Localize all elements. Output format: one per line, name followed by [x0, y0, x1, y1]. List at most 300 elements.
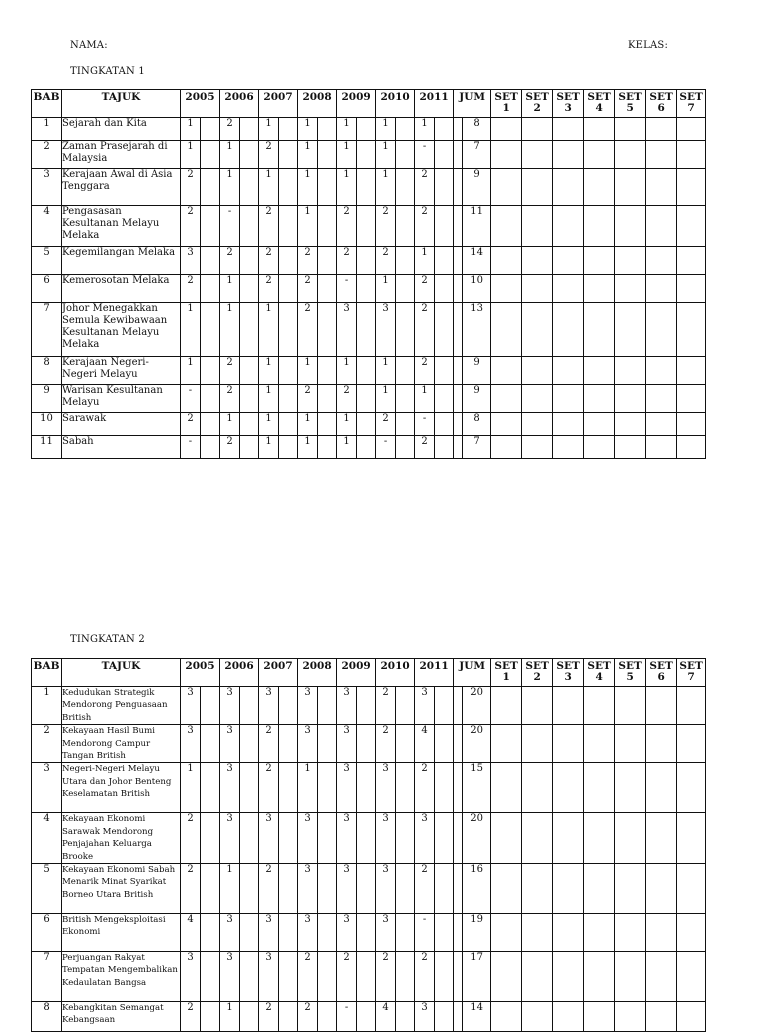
set-4-cell[interactable] [584, 763, 615, 813]
jum-blank [454, 303, 463, 357]
year-2009-value: 3 [337, 763, 357, 813]
set-7-cell[interactable] [677, 813, 706, 864]
year-2009-blank [357, 206, 376, 247]
year-2007-blank [279, 1002, 298, 1032]
year-2010-value: 3 [376, 813, 396, 864]
year-2005-value: 2 [181, 206, 201, 247]
col-header-jum: JUM [454, 90, 491, 118]
set-2-cell[interactable] [522, 436, 553, 459]
year-2011-blank [435, 763, 454, 813]
tajuk-cell: Kerajaan Negeri-Negeri Melayu [62, 357, 181, 385]
year-2008-value: 3 [298, 813, 318, 864]
set-1-cell[interactable] [491, 413, 522, 436]
set-7-cell[interactable] [677, 141, 706, 169]
set-6-cell[interactable] [646, 275, 677, 303]
year-2011-value: 3 [415, 1002, 435, 1032]
table-row [32, 813, 706, 864]
set-3-cell[interactable] [553, 763, 584, 813]
tajuk-cell: Kekayaan Ekonomi Sabah Menarik Minat Syarikat Borneo Utara British [62, 864, 181, 914]
set-1-cell[interactable] [491, 725, 522, 763]
set-4-cell[interactable] [584, 303, 615, 357]
set-3-cell[interactable] [553, 303, 584, 357]
set-7-cell[interactable] [677, 275, 706, 303]
set-7-cell[interactable] [677, 952, 706, 1002]
year-2011-value: 2 [415, 864, 435, 914]
year-2010-blank [396, 303, 415, 357]
year-2008-blank [318, 813, 337, 864]
year-2011-blank [435, 1002, 454, 1032]
col-header-set-6: SET 6 [646, 90, 677, 118]
year-2009-value: 3 [337, 864, 357, 914]
set-2-cell[interactable] [522, 303, 553, 357]
set-2-cell[interactable] [522, 952, 553, 1002]
year-2010-blank [396, 141, 415, 169]
year-2010-blank [396, 725, 415, 763]
year-2011-blank [435, 275, 454, 303]
set-1-cell[interactable] [491, 1002, 522, 1032]
table-row [32, 275, 706, 303]
year-2009-value: 2 [337, 206, 357, 247]
table-row [32, 952, 706, 1002]
year-2010-blank [396, 275, 415, 303]
set-2-cell[interactable] [522, 385, 553, 413]
set-3-cell[interactable] [553, 169, 584, 206]
set-5-cell[interactable] [615, 206, 646, 247]
set-2-cell[interactable] [522, 247, 553, 275]
set-4-cell[interactable] [584, 141, 615, 169]
set-5-cell[interactable] [615, 687, 646, 725]
year-2005-value: 1 [181, 141, 201, 169]
year-2006-blank [240, 914, 259, 952]
year-2006-blank [240, 1002, 259, 1032]
year-2010-value: 1 [376, 357, 396, 385]
year-2011-value: 2 [415, 206, 435, 247]
set-6-cell[interactable] [646, 169, 677, 206]
year-2007-blank [279, 118, 298, 141]
set-2-cell[interactable] [522, 413, 553, 436]
year-2005-blank [201, 952, 220, 1002]
year-2009-blank [357, 141, 376, 169]
jum-value: 9 [463, 169, 491, 206]
year-2007-blank [279, 763, 298, 813]
year-2009-value: - [337, 1002, 357, 1032]
year-2005-blank [201, 763, 220, 813]
set-6-cell[interactable] [646, 118, 677, 141]
year-2008-value: 2 [298, 952, 318, 1002]
set-7-cell[interactable] [677, 763, 706, 813]
year-2006-value: 2 [220, 118, 240, 141]
year-2009-value: 1 [337, 413, 357, 436]
year-2005-blank [201, 813, 220, 864]
set-6-cell[interactable] [646, 413, 677, 436]
set-6-cell[interactable] [646, 206, 677, 247]
table-row [32, 206, 706, 247]
set-7-cell[interactable] [677, 385, 706, 413]
col-header-year-2010: 2010 [376, 90, 415, 118]
bab-cell: 1 [32, 118, 62, 141]
set-1-cell[interactable] [491, 436, 522, 459]
year-2011-blank [435, 169, 454, 206]
year-2010-value: 3 [376, 914, 396, 952]
set-7-cell[interactable] [677, 413, 706, 436]
jum-value: 20 [463, 687, 491, 725]
year-2010-blank [396, 813, 415, 864]
col-header-set-3: SET 3 [553, 659, 584, 687]
set-4-cell[interactable] [584, 725, 615, 763]
tajuk-cell: British Mengeksploitasi Ekonomi [62, 914, 181, 952]
table-row [32, 169, 706, 206]
set-2-cell[interactable] [522, 118, 553, 141]
year-2006-value: 2 [220, 436, 240, 459]
tajuk-cell: Warisan Kesultanan Melayu [62, 385, 181, 413]
jum-blank [454, 413, 463, 436]
col-header-year-2011: 2011 [415, 90, 454, 118]
set-1-cell[interactable] [491, 275, 522, 303]
set-1-cell[interactable] [491, 385, 522, 413]
year-2006-value: 3 [220, 763, 240, 813]
year-2009-value: 3 [337, 687, 357, 725]
set-2-cell[interactable] [522, 813, 553, 864]
set-4-cell[interactable] [584, 275, 615, 303]
year-2011-blank [435, 813, 454, 864]
set-7-cell[interactable] [677, 247, 706, 275]
set-7-cell[interactable] [677, 725, 706, 763]
set-7-cell[interactable] [677, 357, 706, 385]
year-2006-blank [240, 118, 259, 141]
table-row [32, 385, 706, 413]
year-2005-value: 4 [181, 914, 201, 952]
year-2008-value: 1 [298, 413, 318, 436]
year-2009-blank [357, 169, 376, 206]
kelas-label: KELAS: [628, 40, 669, 51]
set-4-cell[interactable] [584, 813, 615, 864]
year-2011-value: - [415, 413, 435, 436]
col-header-jum: JUM [454, 659, 491, 687]
tajuk-cell: Sabah [62, 436, 181, 459]
year-2010-blank [396, 169, 415, 206]
set-4-cell[interactable] [584, 169, 615, 206]
set-4-cell[interactable] [584, 413, 615, 436]
tingkatan-1-table [31, 89, 706, 459]
year-2008-value: 3 [298, 687, 318, 725]
year-2006-value: 2 [220, 357, 240, 385]
set-1-cell[interactable] [491, 914, 522, 952]
col-header-set-4: SET 4 [584, 659, 615, 687]
year-2009-value: 2 [337, 952, 357, 1002]
year-2010-blank [396, 952, 415, 1002]
set-7-cell[interactable] [677, 864, 706, 914]
set-4-cell[interactable] [584, 687, 615, 725]
set-4-cell[interactable] [584, 952, 615, 1002]
set-6-cell[interactable] [646, 687, 677, 725]
set-3-cell[interactable] [553, 864, 584, 914]
set-7-cell[interactable] [677, 1002, 706, 1032]
year-2010-value: 2 [376, 952, 396, 1002]
year-2009-value: 1 [337, 357, 357, 385]
year-2007-value: 3 [259, 914, 279, 952]
bab-cell: 5 [32, 247, 62, 275]
set-5-cell[interactable] [615, 436, 646, 459]
set-1-cell[interactable] [491, 303, 522, 357]
set-3-cell[interactable] [553, 247, 584, 275]
year-2007-blank [279, 436, 298, 459]
col-header-set-3: SET 3 [553, 90, 584, 118]
set-5-cell[interactable] [615, 385, 646, 413]
set-3-cell[interactable] [553, 813, 584, 864]
year-2009-blank [357, 864, 376, 914]
year-2008-value: 1 [298, 436, 318, 459]
year-2008-blank [318, 303, 337, 357]
col-header-set-2: SET 2 [522, 659, 553, 687]
year-2008-blank [318, 357, 337, 385]
year-2006-value: 3 [220, 813, 240, 864]
set-6-cell[interactable] [646, 385, 677, 413]
set-2-cell[interactable] [522, 1002, 553, 1032]
year-2006-value: 1 [220, 413, 240, 436]
year-2008-blank [318, 436, 337, 459]
set-3-cell[interactable] [553, 1002, 584, 1032]
set-5-cell[interactable] [615, 952, 646, 1002]
set-5-cell[interactable] [615, 275, 646, 303]
bab-cell: 8 [32, 1002, 62, 1032]
set-3-cell[interactable] [553, 141, 584, 169]
set-7-cell[interactable] [677, 436, 706, 459]
set-6-cell[interactable] [646, 725, 677, 763]
tingkatan-1-title: TINGKATAN 1 [70, 66, 145, 77]
set-1-cell[interactable] [491, 813, 522, 864]
year-2010-value: 3 [376, 864, 396, 914]
bab-cell: 1 [32, 687, 62, 725]
set-1-cell[interactable] [491, 169, 522, 206]
set-4-cell[interactable] [584, 206, 615, 247]
set-5-cell[interactable] [615, 813, 646, 864]
year-2006-value: 1 [220, 141, 240, 169]
set-5-cell[interactable] [615, 1002, 646, 1032]
table-row [32, 763, 706, 813]
year-2005-value: 2 [181, 413, 201, 436]
set-3-cell[interactable] [553, 687, 584, 725]
year-2010-value: 3 [376, 763, 396, 813]
col-header-set-7: SET 7 [677, 90, 706, 118]
year-2010-value: 2 [376, 247, 396, 275]
set-6-cell[interactable] [646, 914, 677, 952]
set-4-cell[interactable] [584, 864, 615, 914]
bab-cell: 7 [32, 952, 62, 1002]
col-header-set-2: SET 2 [522, 90, 553, 118]
jum-blank [454, 141, 463, 169]
year-2006-blank [240, 864, 259, 914]
year-2008-blank [318, 141, 337, 169]
set-7-cell[interactable] [677, 169, 706, 206]
col-header-set-1: SET 1 [491, 90, 522, 118]
table-row [32, 357, 706, 385]
set-6-cell[interactable] [646, 952, 677, 1002]
set-5-cell[interactable] [615, 169, 646, 206]
bab-cell: 2 [32, 141, 62, 169]
set-2-cell[interactable] [522, 864, 553, 914]
year-2007-value: 2 [259, 141, 279, 169]
jum-blank [454, 725, 463, 763]
jum-value: 14 [463, 1002, 491, 1032]
year-2005-blank [201, 206, 220, 247]
set-6-cell[interactable] [646, 1002, 677, 1032]
set-1-cell[interactable] [491, 763, 522, 813]
bab-cell: 7 [32, 303, 62, 357]
set-7-cell[interactable] [677, 206, 706, 247]
tajuk-cell: Kerajaan Awal di Asia Tenggara [62, 169, 181, 206]
year-2010-value: 1 [376, 141, 396, 169]
year-2011-value: 2 [415, 952, 435, 1002]
set-1-cell[interactable] [491, 247, 522, 275]
tajuk-cell: Johor Menegakkan Semula Kewibawaan Kesultanan Melayu Melaka [62, 303, 181, 357]
set-1-cell[interactable] [491, 118, 522, 141]
year-2005-value: 3 [181, 247, 201, 275]
year-2010-value: 2 [376, 687, 396, 725]
year-2011-blank [435, 303, 454, 357]
year-2007-blank [279, 303, 298, 357]
set-4-cell[interactable] [584, 385, 615, 413]
year-2006-blank [240, 303, 259, 357]
year-2008-blank [318, 169, 337, 206]
col-header-set-4: SET 4 [584, 90, 615, 118]
year-2011-value: 2 [415, 169, 435, 206]
tajuk-cell: Kemerosotan Melaka [62, 275, 181, 303]
bab-cell: 5 [32, 864, 62, 914]
year-2006-blank [240, 687, 259, 725]
year-2005-value: 2 [181, 275, 201, 303]
set-5-cell[interactable] [615, 303, 646, 357]
year-2011-value: 2 [415, 763, 435, 813]
table-header-row [32, 659, 706, 687]
year-2008-blank [318, 687, 337, 725]
tajuk-cell: Kebangkitan Semangat Kebangsaan [62, 1002, 181, 1032]
set-7-cell[interactable] [677, 118, 706, 141]
set-2-cell[interactable] [522, 357, 553, 385]
set-5-cell[interactable] [615, 725, 646, 763]
year-2011-blank [435, 206, 454, 247]
set-3-cell[interactable] [553, 118, 584, 141]
set-3-cell[interactable] [553, 275, 584, 303]
year-2007-value: 3 [259, 813, 279, 864]
table-row [32, 687, 706, 725]
year-2011-blank [435, 952, 454, 1002]
year-2006-blank [240, 436, 259, 459]
year-2011-value: - [415, 141, 435, 169]
year-2010-blank [396, 357, 415, 385]
set-6-cell[interactable] [646, 864, 677, 914]
set-6-cell[interactable] [646, 247, 677, 275]
set-5-cell[interactable] [615, 864, 646, 914]
year-2005-blank [201, 169, 220, 206]
set-6-cell[interactable] [646, 303, 677, 357]
bab-cell: 2 [32, 725, 62, 763]
set-4-cell[interactable] [584, 247, 615, 275]
set-1-cell[interactable] [491, 864, 522, 914]
set-4-cell[interactable] [584, 914, 615, 952]
col-header-year-2007: 2007 [259, 659, 298, 687]
col-header-set-7: SET 7 [677, 659, 706, 687]
year-2005-blank [201, 914, 220, 952]
year-2007-blank [279, 169, 298, 206]
set-5-cell[interactable] [615, 247, 646, 275]
set-2-cell[interactable] [522, 914, 553, 952]
set-1-cell[interactable] [491, 206, 522, 247]
set-6-cell[interactable] [646, 813, 677, 864]
set-6-cell[interactable] [646, 357, 677, 385]
set-3-cell[interactable] [553, 436, 584, 459]
set-5-cell[interactable] [615, 413, 646, 436]
set-7-cell[interactable] [677, 303, 706, 357]
set-7-cell[interactable] [677, 687, 706, 725]
set-3-cell[interactable] [553, 914, 584, 952]
set-3-cell[interactable] [553, 357, 584, 385]
year-2010-blank [396, 247, 415, 275]
set-4-cell[interactable] [584, 1002, 615, 1032]
tajuk-cell: Sarawak [62, 413, 181, 436]
set-4-cell[interactable] [584, 118, 615, 141]
year-2006-value: 1 [220, 864, 240, 914]
bab-cell: 9 [32, 385, 62, 413]
set-3-cell[interactable] [553, 206, 584, 247]
set-1-cell[interactable] [491, 141, 522, 169]
year-2008-blank [318, 1002, 337, 1032]
col-header-year-2010: 2010 [376, 659, 415, 687]
set-3-cell[interactable] [553, 385, 584, 413]
set-2-cell[interactable] [522, 687, 553, 725]
set-2-cell[interactable] [522, 763, 553, 813]
set-1-cell[interactable] [491, 357, 522, 385]
set-5-cell[interactable] [615, 141, 646, 169]
set-3-cell[interactable] [553, 725, 584, 763]
set-4-cell[interactable] [584, 436, 615, 459]
set-2-cell[interactable] [522, 206, 553, 247]
set-3-cell[interactable] [553, 952, 584, 1002]
set-6-cell[interactable] [646, 763, 677, 813]
set-4-cell[interactable] [584, 357, 615, 385]
year-2011-value: 2 [415, 275, 435, 303]
col-header-bab: BAB [32, 659, 62, 687]
year-2008-blank [318, 864, 337, 914]
set-6-cell[interactable] [646, 436, 677, 459]
set-5-cell[interactable] [615, 914, 646, 952]
set-2-cell[interactable] [522, 169, 553, 206]
set-5-cell[interactable] [615, 118, 646, 141]
year-2008-blank [318, 952, 337, 1002]
set-3-cell[interactable] [553, 413, 584, 436]
year-2007-value: 1 [259, 169, 279, 206]
col-header-tajuk: TAJUK [62, 90, 181, 118]
set-2-cell[interactable] [522, 141, 553, 169]
year-2007-blank [279, 413, 298, 436]
set-2-cell[interactable] [522, 275, 553, 303]
set-1-cell[interactable] [491, 687, 522, 725]
table-header-row [32, 90, 706, 118]
table-row [32, 1002, 706, 1032]
year-2006-value: 1 [220, 303, 240, 357]
set-1-cell[interactable] [491, 952, 522, 1002]
year-2005-value: 2 [181, 813, 201, 864]
set-2-cell[interactable] [522, 725, 553, 763]
set-6-cell[interactable] [646, 141, 677, 169]
set-5-cell[interactable] [615, 763, 646, 813]
year-2006-value: 3 [220, 687, 240, 725]
year-2010-value: 1 [376, 118, 396, 141]
set-7-cell[interactable] [677, 914, 706, 952]
year-2006-value: 2 [220, 385, 240, 413]
set-5-cell[interactable] [615, 357, 646, 385]
jum-value: 20 [463, 725, 491, 763]
tajuk-cell: Pengasasan Kesultanan Melayu Melaka [62, 206, 181, 247]
